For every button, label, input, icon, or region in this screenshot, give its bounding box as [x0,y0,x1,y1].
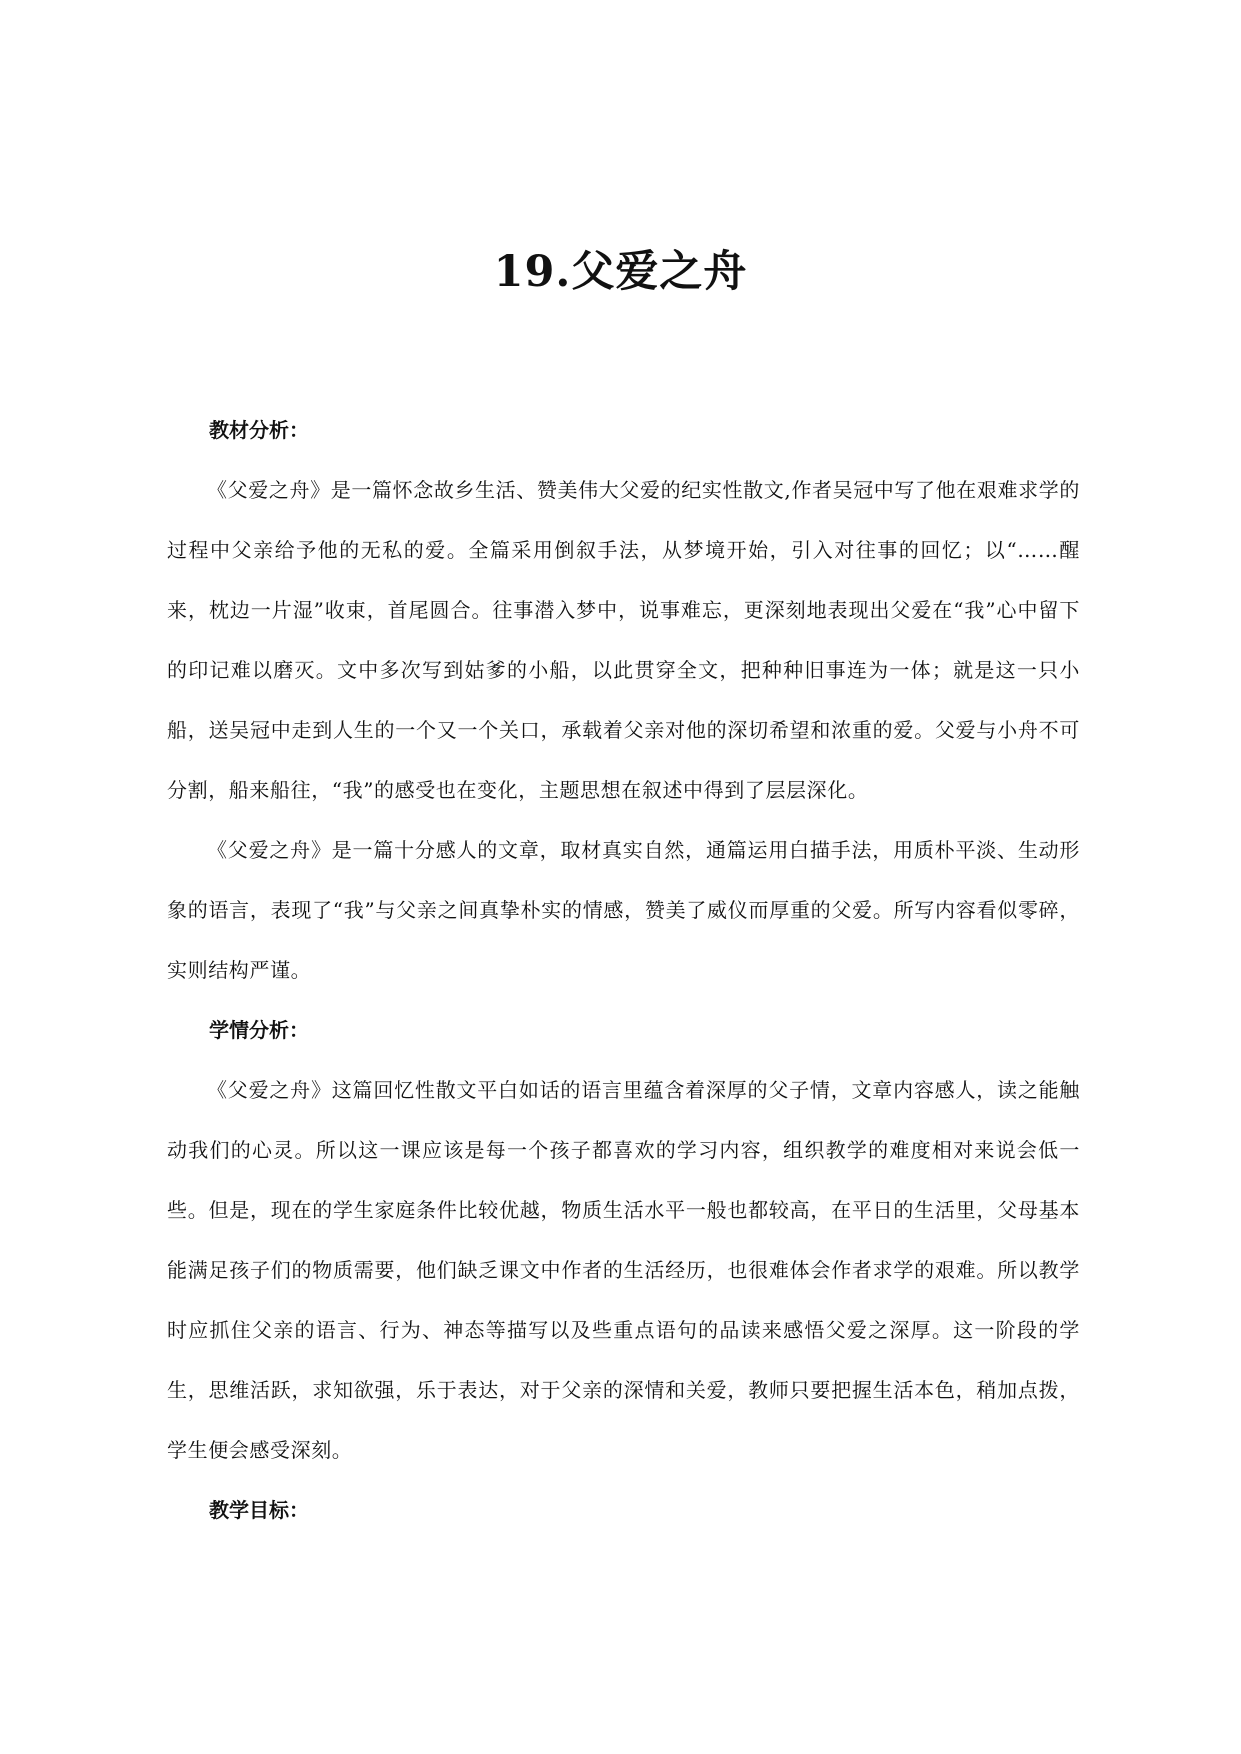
section-heading: 教材分析： [209,418,309,442]
section-heading: 学情分析： [209,1018,309,1042]
section-heading: 教学目标： [209,1498,309,1522]
section-textbook-analysis [167,400,1080,1000]
paragraph: 《父爱之舟》这篇回忆性散文平白如话的语言里蕴含着深厚的父子情，文章内容感人，读之能触动我们的心灵。所以这一课应该是每一个孩子都喜欢的学习内容，组织教学的难度相对来说会低一些。但是，现在的学生家庭条件比较优越，物质生活水平一般也都较高，在平日的生活里，父母基本能满足孩子们的物质需要，他们缺乏课文中作者的生活经历，也很难体会作者求学的艰难。所以教学时应抓住父亲的语言、行为、神态等描写以及些重点语句的品读来感悟父爱之深厚。这一阶段的学生，思维活跃，求知欲强，乐于表达，对于父亲的深情和关爱，教师只要把握生活本色，稍加点拨，学生便会感受深刻。 [167,1078,1080,1462]
paragraph: 《父爱之舟》是一篇十分感人的文章，取材真实自然，通篇运用白描手法，用质朴平淡、生动形象的语言，表现了“我”与父亲之间真挚朴实的情感，赞美了威仪而厚重的父爱。所写内容看似零碎，实则结构严谨。 [167,838,1080,982]
paragraph: 《父爱之舟》是一篇怀念故乡生活、赞美伟大父爱的纪实性散文,作者吴冠中写了他在艰难求学的过程中父亲给予他的无私的爱。全篇采用倒叙手法，从梦境开始，引入对往事的回忆；以“……醒来，枕边一片湿”收束，首尾圆合。往事潜入梦中，说事难忘，更深刻地表现出父爱在“我”心中留下的印记难以磨灭。文中多次写到姑爹的小船，以此贯穿全文，把种种旧事连为一体；就是这一只小船，送吴冠中走到人生的一个又一个关口，承载着父亲对他的深切希望和浓重的爱。父爱与小舟不可分割，船来船往，“我”的感受也在变化，主题思想在叙述中得到了层层深化。 [167,478,1080,802]
document-title: 19.父爱之舟 [493,247,748,297]
section-student-analysis [167,1000,1080,1480]
section-teaching-objectives [167,1480,1080,1540]
document-body [167,400,1080,1540]
